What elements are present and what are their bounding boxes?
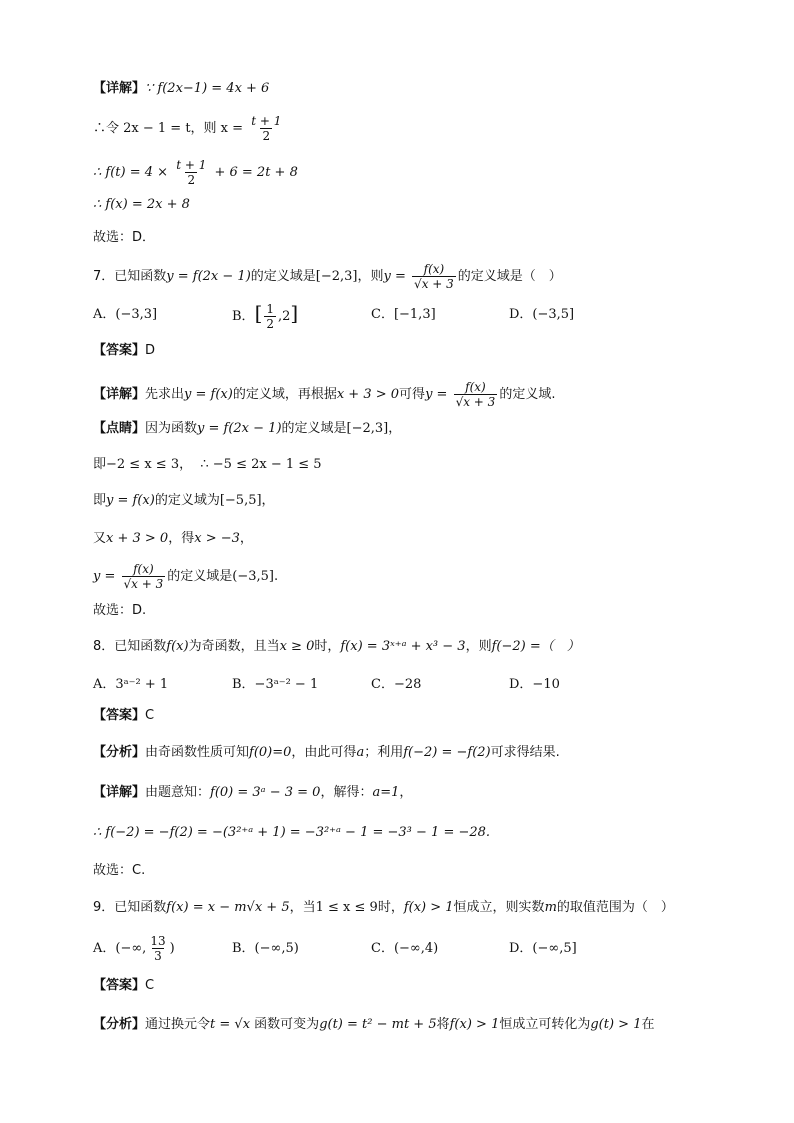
option-rest: ,2 xyxy=(278,309,291,324)
fraction-numerator: f(x) xyxy=(423,262,445,276)
math-expression: y = xyxy=(383,269,406,284)
math-expression: g(t) = t² − mt + 5 xyxy=(319,1017,437,1032)
math-expression: f(−2) =（ ） xyxy=(491,639,580,654)
detail-line-2 xyxy=(93,114,285,143)
math-expression: a=1 xyxy=(372,785,400,800)
stem-text: 的取值范围为（ ） xyxy=(556,900,674,915)
text: 的定义域. xyxy=(499,387,556,402)
fraction xyxy=(412,262,456,291)
math-expression: [−2,3] xyxy=(315,269,358,284)
detail-line xyxy=(93,380,555,409)
text: 由奇函数性质可知 xyxy=(145,745,250,760)
math-expression: f(−2) = −f(2) xyxy=(403,745,491,760)
stem-text: 7．已知函数 xyxy=(93,269,167,284)
detail-line-4 xyxy=(93,196,190,214)
text: 即 xyxy=(93,457,107,472)
math-expression: f(x) > 1 xyxy=(403,900,454,915)
stem-text: ，则 xyxy=(357,269,384,284)
text: 由题意知： xyxy=(145,785,211,800)
step-line xyxy=(93,492,275,510)
stem-text: 的定义域是（ ） xyxy=(457,269,562,284)
text: 又 xyxy=(93,531,107,546)
option-c: C．[−1,3] xyxy=(371,307,436,322)
detail-tag: 【详解】 xyxy=(93,81,146,96)
text: ，由此可得 xyxy=(291,745,357,760)
analysis-tag: 【分析】 xyxy=(93,745,146,760)
answer-value: C xyxy=(145,708,155,723)
fraction-denominator: 2 xyxy=(266,317,275,331)
math-expression: ∴ f(x) = 2x + 8 xyxy=(93,197,190,212)
fraction-numerator: t + 1 xyxy=(251,114,282,128)
text: 函数可变为 xyxy=(254,1017,320,1032)
math-expression: (−3,5]. xyxy=(232,569,279,584)
detail-line xyxy=(93,784,412,802)
fraction xyxy=(122,562,166,591)
fraction xyxy=(148,934,167,963)
fraction-numerator: 13 xyxy=(150,934,166,948)
text: ，得 xyxy=(168,531,195,546)
analysis-tag: 【分析】 xyxy=(93,1017,146,1032)
calc-line xyxy=(93,824,490,842)
option-d: D．−10 xyxy=(509,677,560,692)
text: 因为函数 xyxy=(145,421,198,436)
stem-text: 时， xyxy=(377,900,404,915)
fraction-denominator: √x + 3 xyxy=(455,395,496,409)
stem-text: 时， xyxy=(314,639,341,654)
choice-line xyxy=(93,229,155,247)
stem-text: ，则 xyxy=(465,639,492,654)
text: ；利用 xyxy=(364,745,404,760)
choice-line xyxy=(93,862,145,880)
option-c: C．−28 xyxy=(371,677,422,692)
text: 将 xyxy=(436,1017,450,1032)
text: 恒成立可转化为 xyxy=(499,1017,591,1032)
text: ，解得： xyxy=(320,785,373,800)
text: 在 xyxy=(641,1017,655,1032)
text: ， xyxy=(239,531,253,546)
fraction-numerator: f(x) xyxy=(133,562,154,576)
step-line xyxy=(93,562,278,591)
math-expression: f(0) = 3ᵃ − 3 = 0 xyxy=(210,785,321,800)
fraction-denominator: √x + 3 xyxy=(123,577,164,591)
math-expression: y = f(2x − 1) xyxy=(166,269,251,284)
math-expression: x > −3 xyxy=(194,531,240,546)
option-right: ) xyxy=(169,941,175,956)
math-expression: y = f(x) xyxy=(184,387,233,402)
text: 可得 xyxy=(399,387,426,402)
fraction-numerator: t + 1 xyxy=(176,158,207,172)
answer-line xyxy=(93,342,155,360)
option-label: B． xyxy=(232,309,255,324)
answer-line xyxy=(93,707,154,725)
choice-line xyxy=(93,602,146,620)
fraction xyxy=(249,114,283,143)
math-expression: x + 3 > 0 xyxy=(106,531,169,546)
question-7-stem xyxy=(93,262,562,291)
text: 的定义域为 xyxy=(154,493,220,508)
option-label: A． xyxy=(93,941,116,956)
stem-text: 9．已知函数 xyxy=(93,900,167,915)
step-line xyxy=(93,456,322,474)
choice-text: 故选：D． xyxy=(93,230,156,245)
math-expression: a xyxy=(356,745,365,760)
math-expression: [−5,5]， xyxy=(219,493,275,508)
fraction-numerator: f(x) xyxy=(465,380,486,394)
fraction-denominator: 3 xyxy=(154,949,162,963)
math-expression: −2 ≤ x ≤ 3， xyxy=(106,457,193,472)
answer-tag: 【答案】 xyxy=(93,708,146,723)
detail-line-3 xyxy=(93,158,298,187)
math-expression: ∴ f(−2) = −f(2) = −(3²⁺ᵃ + 1) = −3²⁺ᵃ − 1 = −3³ − 1 = −28. xyxy=(93,825,491,840)
fraction xyxy=(264,302,276,331)
detail-tag: 【详解】 xyxy=(93,785,146,800)
math-expression: x + 3 > 0 xyxy=(336,387,400,402)
text: 的定义域是 xyxy=(167,569,233,584)
fraction-denominator: √x + 3 xyxy=(414,277,454,291)
math-expression: f(x) > 1 xyxy=(449,1017,500,1032)
option-left: (−∞, xyxy=(115,941,147,956)
text: 即 xyxy=(93,493,107,508)
fraction-denominator: 2 xyxy=(262,129,271,143)
detail-line-1 xyxy=(93,80,269,98)
math-expression: ∴令 2x − 1 = t，则 x = xyxy=(93,121,244,136)
math-expression: ∵ f(2x−1) = 4x + 6 xyxy=(145,81,270,96)
fraction-denominator: 2 xyxy=(187,173,196,187)
math-expression: f(x) xyxy=(166,639,189,654)
text: 通过换元令 xyxy=(145,1017,211,1032)
question-8-stem xyxy=(93,638,580,656)
text: 的定义域是 xyxy=(281,421,347,436)
option-b: B．−3ᵃ⁻² − 1 xyxy=(232,677,319,692)
math-expression: f(0)=0 xyxy=(249,745,292,760)
math-expression: ∴ f(t) = 4 × xyxy=(93,165,169,180)
math-expression: f(x) = x − m√x + 5 xyxy=(166,900,290,915)
option-d: D．(−3,5] xyxy=(509,307,575,322)
stem-text: 为奇函数，且当 xyxy=(188,639,280,654)
answer-tag: 【答案】 xyxy=(93,343,146,358)
analysis-line xyxy=(93,1016,655,1034)
math-expression: g(t) > 1 xyxy=(590,1017,642,1032)
option-d: D．(−∞,5] xyxy=(509,941,577,956)
answer-value: C xyxy=(145,978,155,993)
fraction-numerator: 1 xyxy=(266,302,275,316)
text: ， xyxy=(399,785,413,800)
math-expression: y = f(2x − 1) xyxy=(197,421,282,436)
point-line xyxy=(93,420,401,438)
question-9-stem xyxy=(93,899,674,917)
option-a: A．3ᵃ⁻² + 1 xyxy=(93,677,169,692)
math-expression: t = √x xyxy=(210,1017,251,1032)
math-expression: 1 ≤ x ≤ 9 xyxy=(315,900,378,915)
math-expression: y = xyxy=(425,387,448,402)
answer-value: D xyxy=(145,343,156,358)
option-c: C．(−∞,4) xyxy=(371,941,439,956)
stem-text: 8．已知函数 xyxy=(93,639,167,654)
text: 可求得结果. xyxy=(490,745,560,760)
text: 的定义域，再根据 xyxy=(232,387,337,402)
math-expression: ∴ −5 ≤ 2x − 1 ≤ 5 xyxy=(200,457,322,472)
step-line xyxy=(93,530,253,548)
choice-text: 故选：D. xyxy=(93,603,147,618)
math-expression: y = f(x) xyxy=(106,493,155,508)
analysis-line xyxy=(93,744,560,762)
math-expression: [−2,3]， xyxy=(346,421,402,436)
math-expression: f(x) = 3ˣ⁺ᵃ + x³ − 3 xyxy=(340,639,466,654)
math-expression: y = xyxy=(93,569,116,584)
option-a xyxy=(93,934,175,963)
math-expression: + 6 = 2t + 8 xyxy=(214,165,298,180)
fraction xyxy=(174,158,208,187)
fraction xyxy=(454,380,498,409)
answer-tag: 【答案】 xyxy=(93,978,146,993)
option-b: B．(−∞,5) xyxy=(232,941,299,956)
point-tag: 【点睛】 xyxy=(93,421,146,436)
stem-text: 恒成立，则实数 xyxy=(453,900,545,915)
choice-text: 故选：C. xyxy=(93,863,146,878)
text: 先求出 xyxy=(145,387,185,402)
math-expression: x ≥ 0 xyxy=(279,639,315,654)
stem-text: ，当 xyxy=(289,900,316,915)
option-b: B．[ $\frac{1}{2}$ ,2] xyxy=(232,301,299,331)
option-a: A．(−3,3] xyxy=(93,307,158,322)
math-expression: m xyxy=(544,900,557,915)
answer-line xyxy=(93,977,154,995)
detail-tag: 【详解】 xyxy=(93,387,146,402)
stem-text: 的定义域是 xyxy=(250,269,316,284)
